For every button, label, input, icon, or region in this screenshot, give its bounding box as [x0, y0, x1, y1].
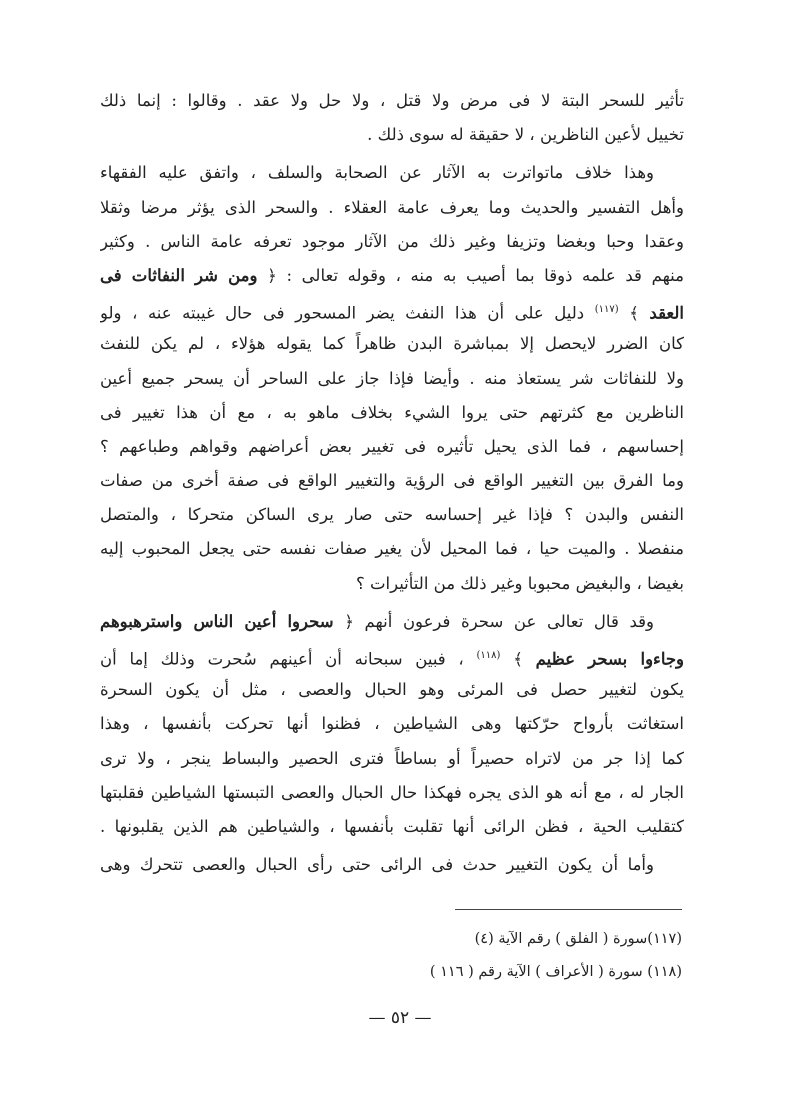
verse-bracket: ﴾ — [513, 649, 523, 669]
quran-verse: العقد — [649, 303, 684, 323]
text-line: كان الضرر لايحصل إلا بمباشرة البدن ظاهراً كما يقوله هؤلاء ، لم يكن للنفث — [100, 334, 684, 354]
text-line: استغاثت بأرواح حرّكتها وهى الشياطين ، فظنوا أنها تحركت بأنفسها ، وهذا — [100, 714, 684, 734]
body-text — [100, 84, 684, 882]
text-segment: ، فبين سبحانه أن أعينهم سُحرت وذلك إما أن — [100, 649, 464, 669]
footnotes — [300, 924, 682, 990]
text-line: الناظرين مع كثرتهم حتى يروا الشيء بخلاف ماهو به ، مع أن هذا تغيير فى — [100, 402, 684, 422]
footnote: (١١٨) سورة ( الأعراف ) الآية رقم ( ١١٦ ) — [429, 964, 682, 980]
text-line: ولا للنفاثات شر يستعاذ منه . وأيضا فإذا جاز على الساحر أن يسحر جميع أعين — [100, 368, 684, 388]
text-line — [100, 293, 684, 327]
quran-verse: سحروا أعين الناس واسترهبوهم — [100, 611, 334, 631]
text-line: تخييل لأعين الناظرين ، لا حقيقة له سوى ذلك . — [367, 125, 684, 145]
text-line: إحساسهم ، فما الذى يحيل تأثيره فى تغيير بعض أعراضهم وقواهم وطباعهم ؟ — [100, 436, 684, 456]
quran-verse: ومن شر النفاثات فى — [100, 265, 258, 285]
footnote-marker: (١١٧) — [594, 304, 619, 316]
text-line: وأهل التفسير والحديث وما يعرف عامة العقلاء . والسحر الذى يؤثر مرضا وثقلا — [100, 197, 684, 217]
text-line: الجار له ، مع أنه هو الذى يجره فهكذا حال الحبال والعصى التبستها الشياطين فقلبتها — [100, 782, 684, 802]
text-line — [100, 639, 684, 673]
paragraph-start-line: وهذا خلاف ماتواترت به الآثار عن الصحابة والسلف ، واتفق عليه الفقهاء — [100, 163, 654, 183]
paragraph-start-line: وأما أن يكون التغيير حدث فى الرائى حتى رأى الحبال والعصى تتحرك وهى — [100, 855, 654, 875]
text-segment: وقد قال تعالى عن سحرة فرعون أنهم ﴿ — [344, 611, 654, 631]
text-line — [100, 259, 684, 293]
text-segment: منهم قد علمه ذوقا بما أصيب به منه ، وقوله تعالى : ﴿ — [267, 265, 684, 285]
footnote: (١١٧)سورة ( الفلق ) رقم الآية (٤) — [474, 931, 682, 947]
footnote-marker: (١١٨) — [476, 650, 501, 661]
text-line: يكون لتغيير حصل فى المرئى وهو الحبال والعصى ، مثل أن يكون السحرة — [100, 680, 684, 700]
footnote-separator — [455, 909, 682, 910]
text-line: وعقدا وحبا وبغضا وتزيفا وغير ذلك من الآثار موجود تعرفه عامة الناس . وكثير — [100, 231, 684, 251]
text-line: بغيضا ، والبغيض محبوبا وغير ذلك من التأثيرات ؟ — [355, 573, 684, 593]
text-segment: دليل على أن هذا النفث يضر المسحور فى حال غيبته عنه ، ولو — [100, 303, 585, 323]
text-line: كما إذا جر من لاتراه حصيراً أو بساطاً فترى الحصير والبساط ينجر ، ولا ترى — [100, 748, 684, 768]
paragraph-start-line — [100, 605, 684, 639]
text-line: وما الفرق بين التغيير الواقع فى الرؤية والتغيير الواقع فى صفة أخرى من صفات — [100, 471, 684, 491]
text-line: منفصلا . والميت حيا ، فما المحيل لأن يغير صفات نفسه حتى يجعل المحبوب إليه — [100, 539, 684, 559]
quran-verse: وجاءوا بسحر عظيم — [535, 649, 684, 669]
text-line: النفس والبدن ؟ فإذا غير إحساسه حتى صار يرى الساكن متحركا ، والمتصل — [100, 505, 684, 525]
text-line: كتقليب الحية ، فظن الرائى أنها تقلبت بأنفسها ، والشياطين هم الذين يقلبونها . — [100, 816, 684, 836]
verse-bracket: ﴾ — [629, 303, 639, 323]
text-line: تأثير للسحر البتة لا فى مرض ولا قتل ، ولا حل ولا عقد . وقالوا : إنما ذلك — [100, 91, 684, 110]
page-number: — ٥٢ — — [368, 1008, 432, 1028]
